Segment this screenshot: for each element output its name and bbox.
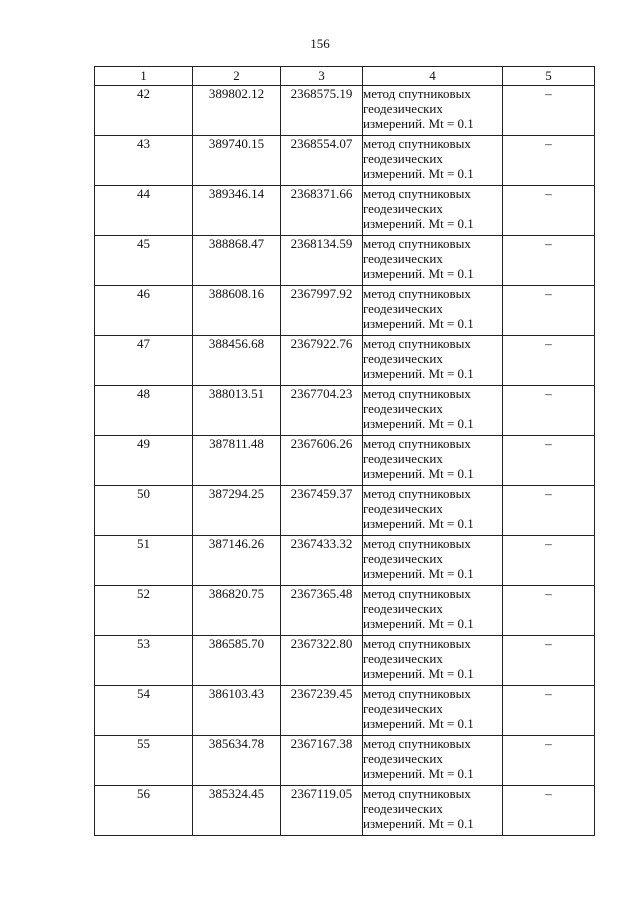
method-line: измерений. Mt = 0.1: [363, 516, 474, 531]
header-col-4: 4: [363, 67, 503, 86]
method-line: метод спутниковых: [363, 86, 471, 101]
x-coordinate-cell: 387146.26: [193, 536, 281, 586]
method-line: метод спутниковых: [363, 786, 471, 801]
method-line: геодезических: [363, 701, 443, 716]
method-line: геодезических: [363, 301, 443, 316]
method-cell: [363, 136, 503, 186]
x-coordinate-cell: 386585.70: [193, 636, 281, 686]
table-row: [95, 686, 595, 736]
table-row: [95, 486, 595, 536]
y-coordinate-cell: 2367922.76: [281, 336, 363, 386]
y-coordinate-cell: 2367997.92: [281, 286, 363, 336]
point-number-cell: 43: [95, 136, 193, 186]
note-cell: –: [503, 786, 595, 836]
method-line: метод спутниковых: [363, 636, 471, 651]
table-row: [95, 436, 595, 486]
method-line: геодезических: [363, 551, 443, 566]
method-line: геодезических: [363, 101, 443, 116]
note-cell: –: [503, 686, 595, 736]
point-number-cell: 50: [95, 486, 193, 536]
header-col-5: 5: [503, 67, 595, 86]
table-row: [95, 386, 595, 436]
method-line: измерений. Mt = 0.1: [363, 316, 474, 331]
y-coordinate-cell: 2367459.37: [281, 486, 363, 536]
method-cell: [363, 286, 503, 336]
note-cell: –: [503, 536, 595, 586]
point-number-cell: 45: [95, 236, 193, 286]
table-row: [95, 586, 595, 636]
header-col-2: 2: [193, 67, 281, 86]
table-row: [95, 636, 595, 686]
method-line: метод спутниковых: [363, 386, 471, 401]
method-cell: [363, 86, 503, 136]
header-col-3: 3: [281, 67, 363, 86]
note-cell: –: [503, 336, 595, 386]
method-cell: [363, 636, 503, 686]
method-line: метод спутниковых: [363, 586, 471, 601]
x-coordinate-cell: 389346.14: [193, 186, 281, 236]
method-line: геодезических: [363, 351, 443, 366]
method-cell: [363, 336, 503, 386]
method-line: метод спутниковых: [363, 736, 471, 751]
y-coordinate-cell: 2368134.59: [281, 236, 363, 286]
note-cell: –: [503, 86, 595, 136]
method-cell: [363, 386, 503, 436]
x-coordinate-cell: 388868.47: [193, 236, 281, 286]
y-coordinate-cell: 2367239.45: [281, 686, 363, 736]
method-cell: [363, 536, 503, 586]
point-number-cell: 51: [95, 536, 193, 586]
note-cell: –: [503, 436, 595, 486]
method-line: измерений. Mt = 0.1: [363, 366, 474, 381]
table-row: [95, 86, 595, 136]
method-line: измерений. Mt = 0.1: [363, 666, 474, 681]
method-line: измерений. Mt = 0.1: [363, 166, 474, 181]
table-header: [95, 67, 595, 86]
y-coordinate-cell: 2367606.26: [281, 436, 363, 486]
y-coordinate-cell: 2368554.07: [281, 136, 363, 186]
point-number-cell: 44: [95, 186, 193, 236]
method-line: метод спутниковых: [363, 236, 471, 251]
method-line: геодезических: [363, 501, 443, 516]
table-row: [95, 286, 595, 336]
table-row: [95, 236, 595, 286]
table-row: [95, 186, 595, 236]
note-cell: –: [503, 586, 595, 636]
x-coordinate-cell: 388013.51: [193, 386, 281, 436]
method-line: измерений. Mt = 0.1: [363, 266, 474, 281]
method-line: измерений. Mt = 0.1: [363, 416, 474, 431]
method-line: геодезических: [363, 601, 443, 616]
method-line: метод спутниковых: [363, 486, 471, 501]
method-line: геодезических: [363, 401, 443, 416]
note-cell: –: [503, 636, 595, 686]
method-cell: [363, 236, 503, 286]
method-line: измерений. Mt = 0.1: [363, 216, 474, 231]
y-coordinate-cell: 2367365.48: [281, 586, 363, 636]
x-coordinate-cell: 387811.48: [193, 436, 281, 486]
header-row: [95, 67, 595, 86]
point-number-cell: 47: [95, 336, 193, 386]
note-cell: –: [503, 736, 595, 786]
method-line: метод спутниковых: [363, 686, 471, 701]
x-coordinate-cell: 386103.43: [193, 686, 281, 736]
method-cell: [363, 786, 503, 836]
y-coordinate-cell: 2367433.32: [281, 536, 363, 586]
header-col-1: 1: [95, 67, 193, 86]
table-row: [95, 736, 595, 786]
note-cell: –: [503, 136, 595, 186]
table-row: [95, 336, 595, 386]
note-cell: –: [503, 386, 595, 436]
point-number-cell: 52: [95, 586, 193, 636]
method-line: измерений. Mt = 0.1: [363, 566, 474, 581]
method-line: геодезических: [363, 451, 443, 466]
method-line: измерений. Mt = 0.1: [363, 816, 474, 831]
coordinates-table: [94, 66, 595, 836]
y-coordinate-cell: 2367167.38: [281, 736, 363, 786]
point-number-cell: 46: [95, 286, 193, 336]
point-number-cell: 53: [95, 636, 193, 686]
method-line: метод спутниковых: [363, 436, 471, 451]
note-cell: –: [503, 486, 595, 536]
point-number-cell: 49: [95, 436, 193, 486]
y-coordinate-cell: 2367322.80: [281, 636, 363, 686]
x-coordinate-cell: 389802.12: [193, 86, 281, 136]
y-coordinate-cell: 2367119.05: [281, 786, 363, 836]
x-coordinate-cell: 386820.75: [193, 586, 281, 636]
x-coordinate-cell: 385324.45: [193, 786, 281, 836]
method-line: измерений. Mt = 0.1: [363, 766, 474, 781]
method-cell: [363, 436, 503, 486]
method-line: геодезических: [363, 251, 443, 266]
x-coordinate-cell: 388456.68: [193, 336, 281, 386]
point-number-cell: 54: [95, 686, 193, 736]
point-number-cell: 55: [95, 736, 193, 786]
method-line: метод спутниковых: [363, 186, 471, 201]
point-number-cell: 56: [95, 786, 193, 836]
method-line: геодезических: [363, 651, 443, 666]
method-line: геодезических: [363, 201, 443, 216]
note-cell: –: [503, 186, 595, 236]
method-cell: [363, 486, 503, 536]
method-line: метод спутниковых: [363, 136, 471, 151]
x-coordinate-cell: 387294.25: [193, 486, 281, 536]
y-coordinate-cell: 2368371.66: [281, 186, 363, 236]
note-cell: –: [503, 286, 595, 336]
table-row: [95, 536, 595, 586]
method-line: измерений. Mt = 0.1: [363, 466, 474, 481]
page-number: 156: [310, 36, 330, 51]
method-cell: [363, 686, 503, 736]
method-line: геодезических: [363, 151, 443, 166]
table-row: [95, 786, 595, 836]
table-row: [95, 136, 595, 186]
method-line: измерений. Mt = 0.1: [363, 116, 474, 131]
point-number-cell: 42: [95, 86, 193, 136]
x-coordinate-cell: 389740.15: [193, 136, 281, 186]
method-cell: [363, 586, 503, 636]
method-line: метод спутниковых: [363, 536, 471, 551]
y-coordinate-cell: 2368575.19: [281, 86, 363, 136]
method-cell: [363, 736, 503, 786]
note-cell: –: [503, 236, 595, 286]
y-coordinate-cell: 2367704.23: [281, 386, 363, 436]
x-coordinate-cell: 388608.16: [193, 286, 281, 336]
point-number-cell: 48: [95, 386, 193, 436]
method-line: метод спутниковых: [363, 336, 471, 351]
method-line: метод спутниковых: [363, 286, 471, 301]
method-line: геодезических: [363, 801, 443, 816]
method-cell: [363, 186, 503, 236]
method-line: измерений. Mt = 0.1: [363, 616, 474, 631]
table-body: [95, 86, 595, 836]
x-coordinate-cell: 385634.78: [193, 736, 281, 786]
method-line: измерений. Mt = 0.1: [363, 716, 474, 731]
method-line: геодезических: [363, 751, 443, 766]
